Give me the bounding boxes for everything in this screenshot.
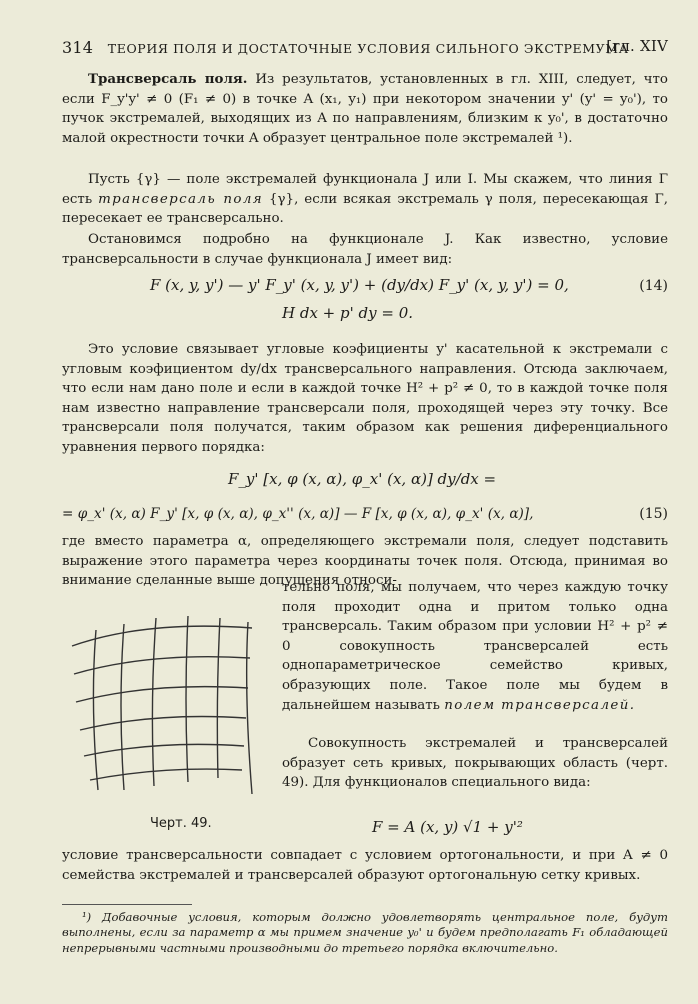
section-heading: Трансверсаль поля.: [88, 71, 248, 87]
paragraph-text: условие трансверсальности совпадает с условием ортогональности, и при A ≠ 0 семейства экстремалей и трансверсалей образуют ортогональную сетку кривых.: [62, 848, 668, 883]
figure-49-field-grid: [66, 594, 266, 804]
grid-curve: [247, 622, 252, 794]
paragraph-definition: [62, 170, 668, 229]
chapter-ref: [гл. XIV: [606, 37, 668, 55]
paragraph-text: Из результатов, установленных в гл. XIII, следует, что если F_y'y' ≠ 0 (F₁ ≠ 0) в точке A (x₁, y₁) при некотором значении y' (y' = y₀'), то пучок экстремалей, выходящих из A по направлениям, близким к y₀', в достаточно малой окрестности точки A образует центральное поле экстремалей ¹).: [62, 72, 668, 146]
paragraph-text: Совокупность экстремалей и трансверсалей образует сеть кривых, покрывающих область (черт. 49). Для функционалов специального вида:: [282, 736, 668, 791]
paragraph-text: Пусть {γ} — поле экстремалей функционала J или I. Мы скажем, что линия Γ есть: [62, 172, 668, 207]
equation-special-functional: F = A (x, y) √1 + y'²: [372, 818, 523, 836]
equation-15-line1: F_y' [x, φ (x, α), φ_x' (x, α)] dy/dx =: [228, 470, 497, 488]
running-title: ТЕОРИЯ ПОЛЯ И ДОСТАТОЧНЫЕ УСЛОВИЯ СИЛЬНОГО ЭКСТРЕМУМА: [107, 41, 629, 56]
running-header: [62, 38, 668, 57]
defined-term: полем трансверсалей.: [444, 697, 636, 713]
footnote: ¹) Добавочные условия, которым должно удовлетворять центральное поле, будут выполнены, если за параметр α мы примем значение y₀' и будем предполагать F₁ обладающей непрерывными частными производными до третьего порядка включительно.: [62, 910, 668, 955]
figure-caption: Черт. 49.: [150, 816, 212, 831]
grid-curve: [80, 717, 246, 731]
equation-14-number: (14): [639, 278, 668, 294]
equation-14-line1: F (x, y, y') — y' F_y' (x, y, y') + (dy/dx) F_y' (x, y, y') = 0,: [150, 276, 569, 294]
equation-15-line2: = φ_x' (x, α) F_y' [x, φ (x, α), φ_x'' (x, α)] — F [x, φ (x, α), φ_x' (x, α)],: [62, 506, 534, 522]
footnote-divider: [62, 904, 192, 905]
page-number: 314: [62, 38, 94, 57]
grid-curve: [72, 626, 252, 646]
paragraph-text: {γ}, если всякая экстремаль γ поля, пересекающая Γ, пересекает ее трансверсально.: [62, 191, 668, 227]
paragraph-transversal-field: [282, 578, 668, 715]
paragraph-text: тельно поля, мы получаем, что через каждую точку поля проходит одна и притом только одна трансверсаль. Таким образом при условии H² + p² ≠ 0 совокупность трансверсалей есть однопараметрическое семейство кривых, образующих поле. Такое поле мы будем в дальнейшем называть: [282, 580, 668, 713]
defined-term: трансверсаль поля: [98, 191, 264, 207]
paragraph-condition: [62, 230, 668, 269]
paragraph-text: Остановимся подробно на функционале J. Как известно, условие трансверсальности в случае функционала J имеет вид:: [62, 232, 668, 267]
grid-curve: [74, 657, 250, 674]
grid-curve: [84, 744, 244, 756]
paragraph-text: Это условие связывает угловые коэфициенты y' касательной к экстремали с угловым коэфициентом dy/dx трансверсального направления. Отсюда заключаем, что если нам дано поле и если в каждой точке H² + p² ≠ 0, то в каждой точке поля нам известно направление трансверсали поля, проходящей через эту точку. Все трансверсали поля получатся, таким образом как решения диференциального уравнения первого порядка:: [62, 342, 668, 455]
equation-14-line2: H dx + p' dy = 0.: [282, 304, 414, 322]
grid-curve: [186, 616, 188, 782]
paragraph-transversal-intro: [62, 70, 668, 148]
paragraph-directions: [62, 340, 668, 458]
grid-curve: [76, 687, 248, 702]
grid-curve: [217, 618, 220, 778]
grid-curve: [90, 769, 242, 780]
grid-curve: [93, 630, 98, 790]
grid-curve: [121, 624, 124, 790]
grid-curve: [152, 618, 156, 786]
equation-15-number: (15): [639, 506, 668, 522]
paragraph-text: где вместо параметра α, определяющего экстремали поля, следует подставить выражение этого параметра через координаты точек поля. Отсюда, принимая во внимание сделанные выше допущения относи-: [62, 534, 668, 589]
paragraph-orthogonality: [62, 846, 668, 885]
paragraph-network: [282, 734, 668, 793]
